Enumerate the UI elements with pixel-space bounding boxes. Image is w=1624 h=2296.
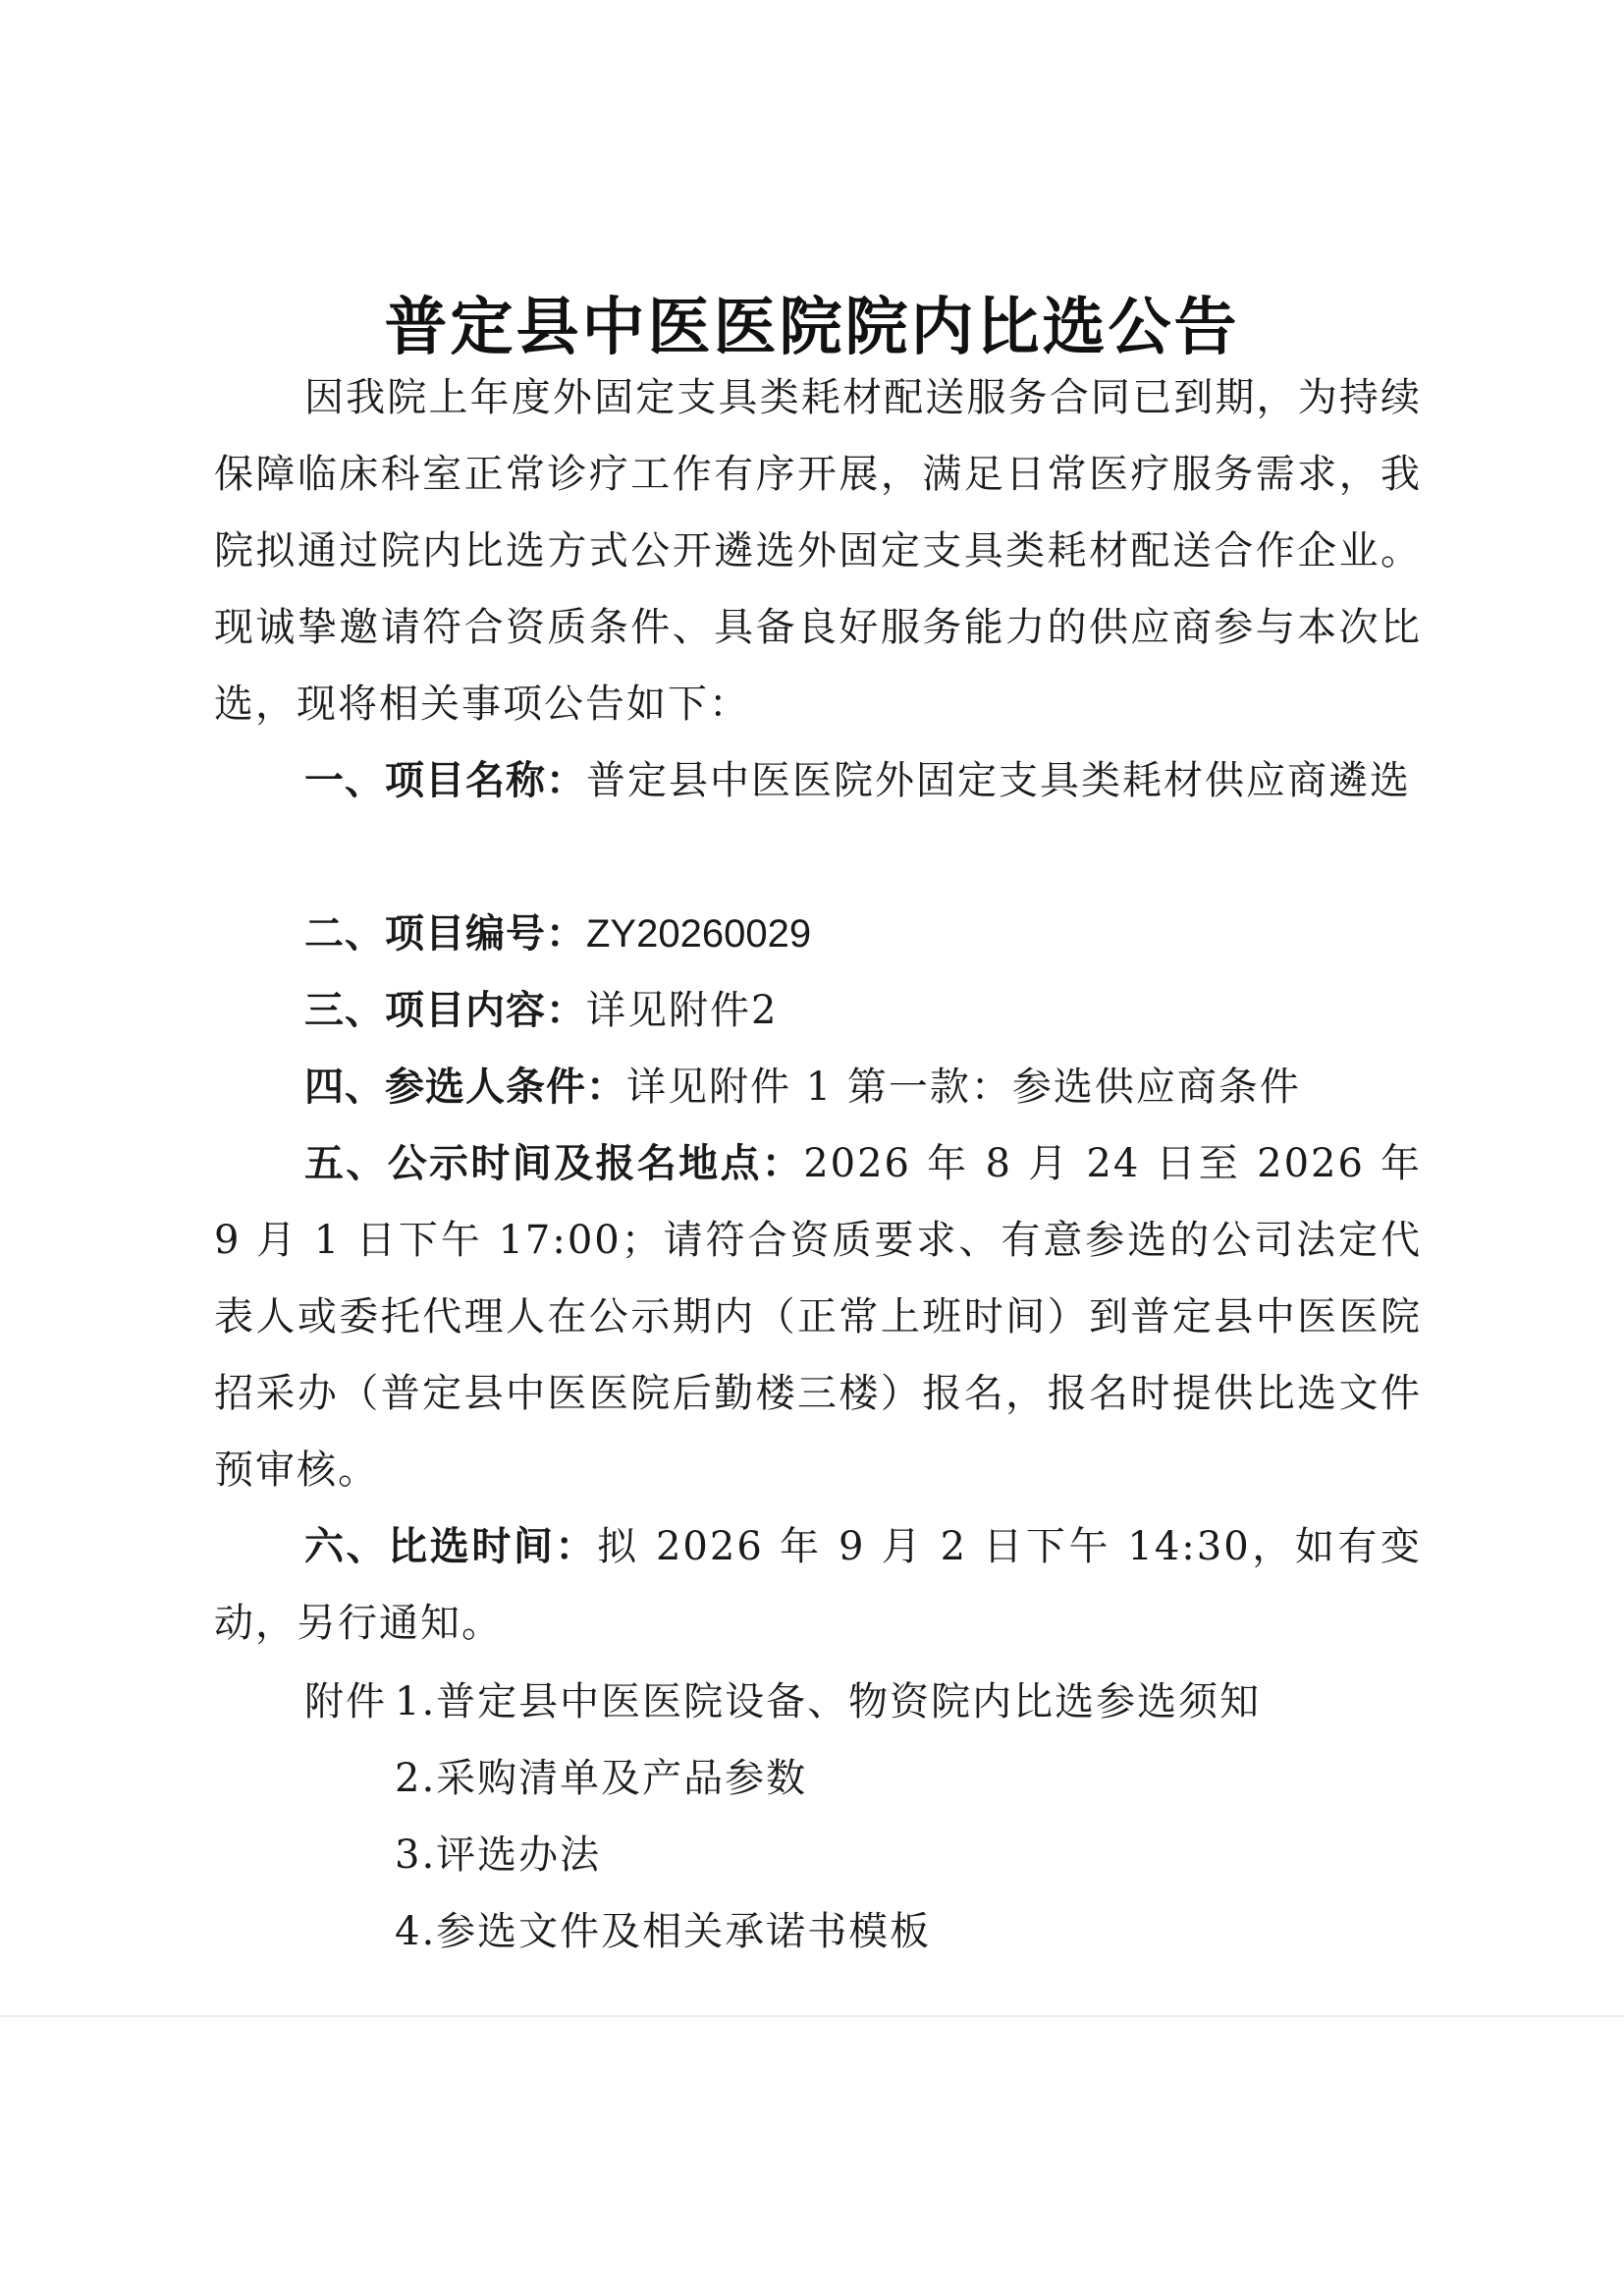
attachment-number: 4. [395,1909,437,1954]
attachment-item [304,1893,1384,1970]
item-label: 三、项目内容： [304,988,586,1033]
attachment-item [304,1664,1384,1740]
item-label: 四、参选人条件： [304,1065,626,1110]
attachments-heading: 附件 [304,1679,387,1724]
attachment-title: 参选文件及相关承诺书模板 [436,1909,932,1954]
attachment-number: 2. [395,1756,437,1801]
attachment-number: 1. [395,1679,437,1724]
item-value: 详见附件2 [586,988,779,1033]
attachment-number: 3. [395,1832,437,1878]
attachment-title: 采购清单及产品参数 [436,1756,808,1801]
item-label: 二、项目编号： [304,911,586,957]
attachment-item [304,1740,1384,1817]
item-label: 六、比选时间： [304,1524,598,1569]
intro-paragraph: 因我院上年度外固定支具类耗材配送服务合同已到期，为持续保障临床科室正常诊疗工作有序开展，满足日常医疗服务需求，我院拟通过院内比选方式公开遴选外固定支具类耗材配送合作企业。现诚挚邀请符合资质条件、具备良好服务能力的供应商参与本次比选，现将相关事项公告如下： [214,375,1422,727]
item-value: ZY20260029 [586,912,812,956]
item-value: 详见附件 1 第一款：参选供应商条件 [626,1065,1301,1110]
item-publicity-period-and-registration [214,1125,1422,1508]
page-divider [0,2015,1624,2017]
attachment-item [304,1817,1384,1893]
item-project-content [214,972,1422,1049]
attachment-title: 评选办法 [436,1832,602,1878]
item-project-name [214,742,1422,819]
item-value: 拟 2026 年 9 月 2 日下午 14:30，如有变动，另行通知。 [214,1524,1422,1646]
item-project-number [214,896,1422,972]
item-selection-time [214,1508,1422,1662]
item-value: 2026 年 8 月 24 日至 2026 年 9 月 1 日下午 17:00；请符合资质要求、有意参选的公司法定代表人或委托代理人在公示期内（正常上班时间）到普定县中医医院招采办（普定县中医医院后勤楼三楼）报名，报名时提供比选文件预审核。 [214,1141,1422,1493]
attachment-title: 普定县中医医院设备、物资院内比选参选须知 [436,1679,1262,1724]
item-label: 五、公示时间及报名地点： [304,1141,804,1186]
document-title: 普定县中医医院院内比选公告 [384,292,1240,364]
item-label: 一、项目名称： [304,758,586,803]
item-value: 普定县中医医院外固定支具类耗材供应商遴选 [586,758,1411,803]
attachments-list [304,1664,1384,1970]
item-participant-conditions [214,1049,1422,1125]
